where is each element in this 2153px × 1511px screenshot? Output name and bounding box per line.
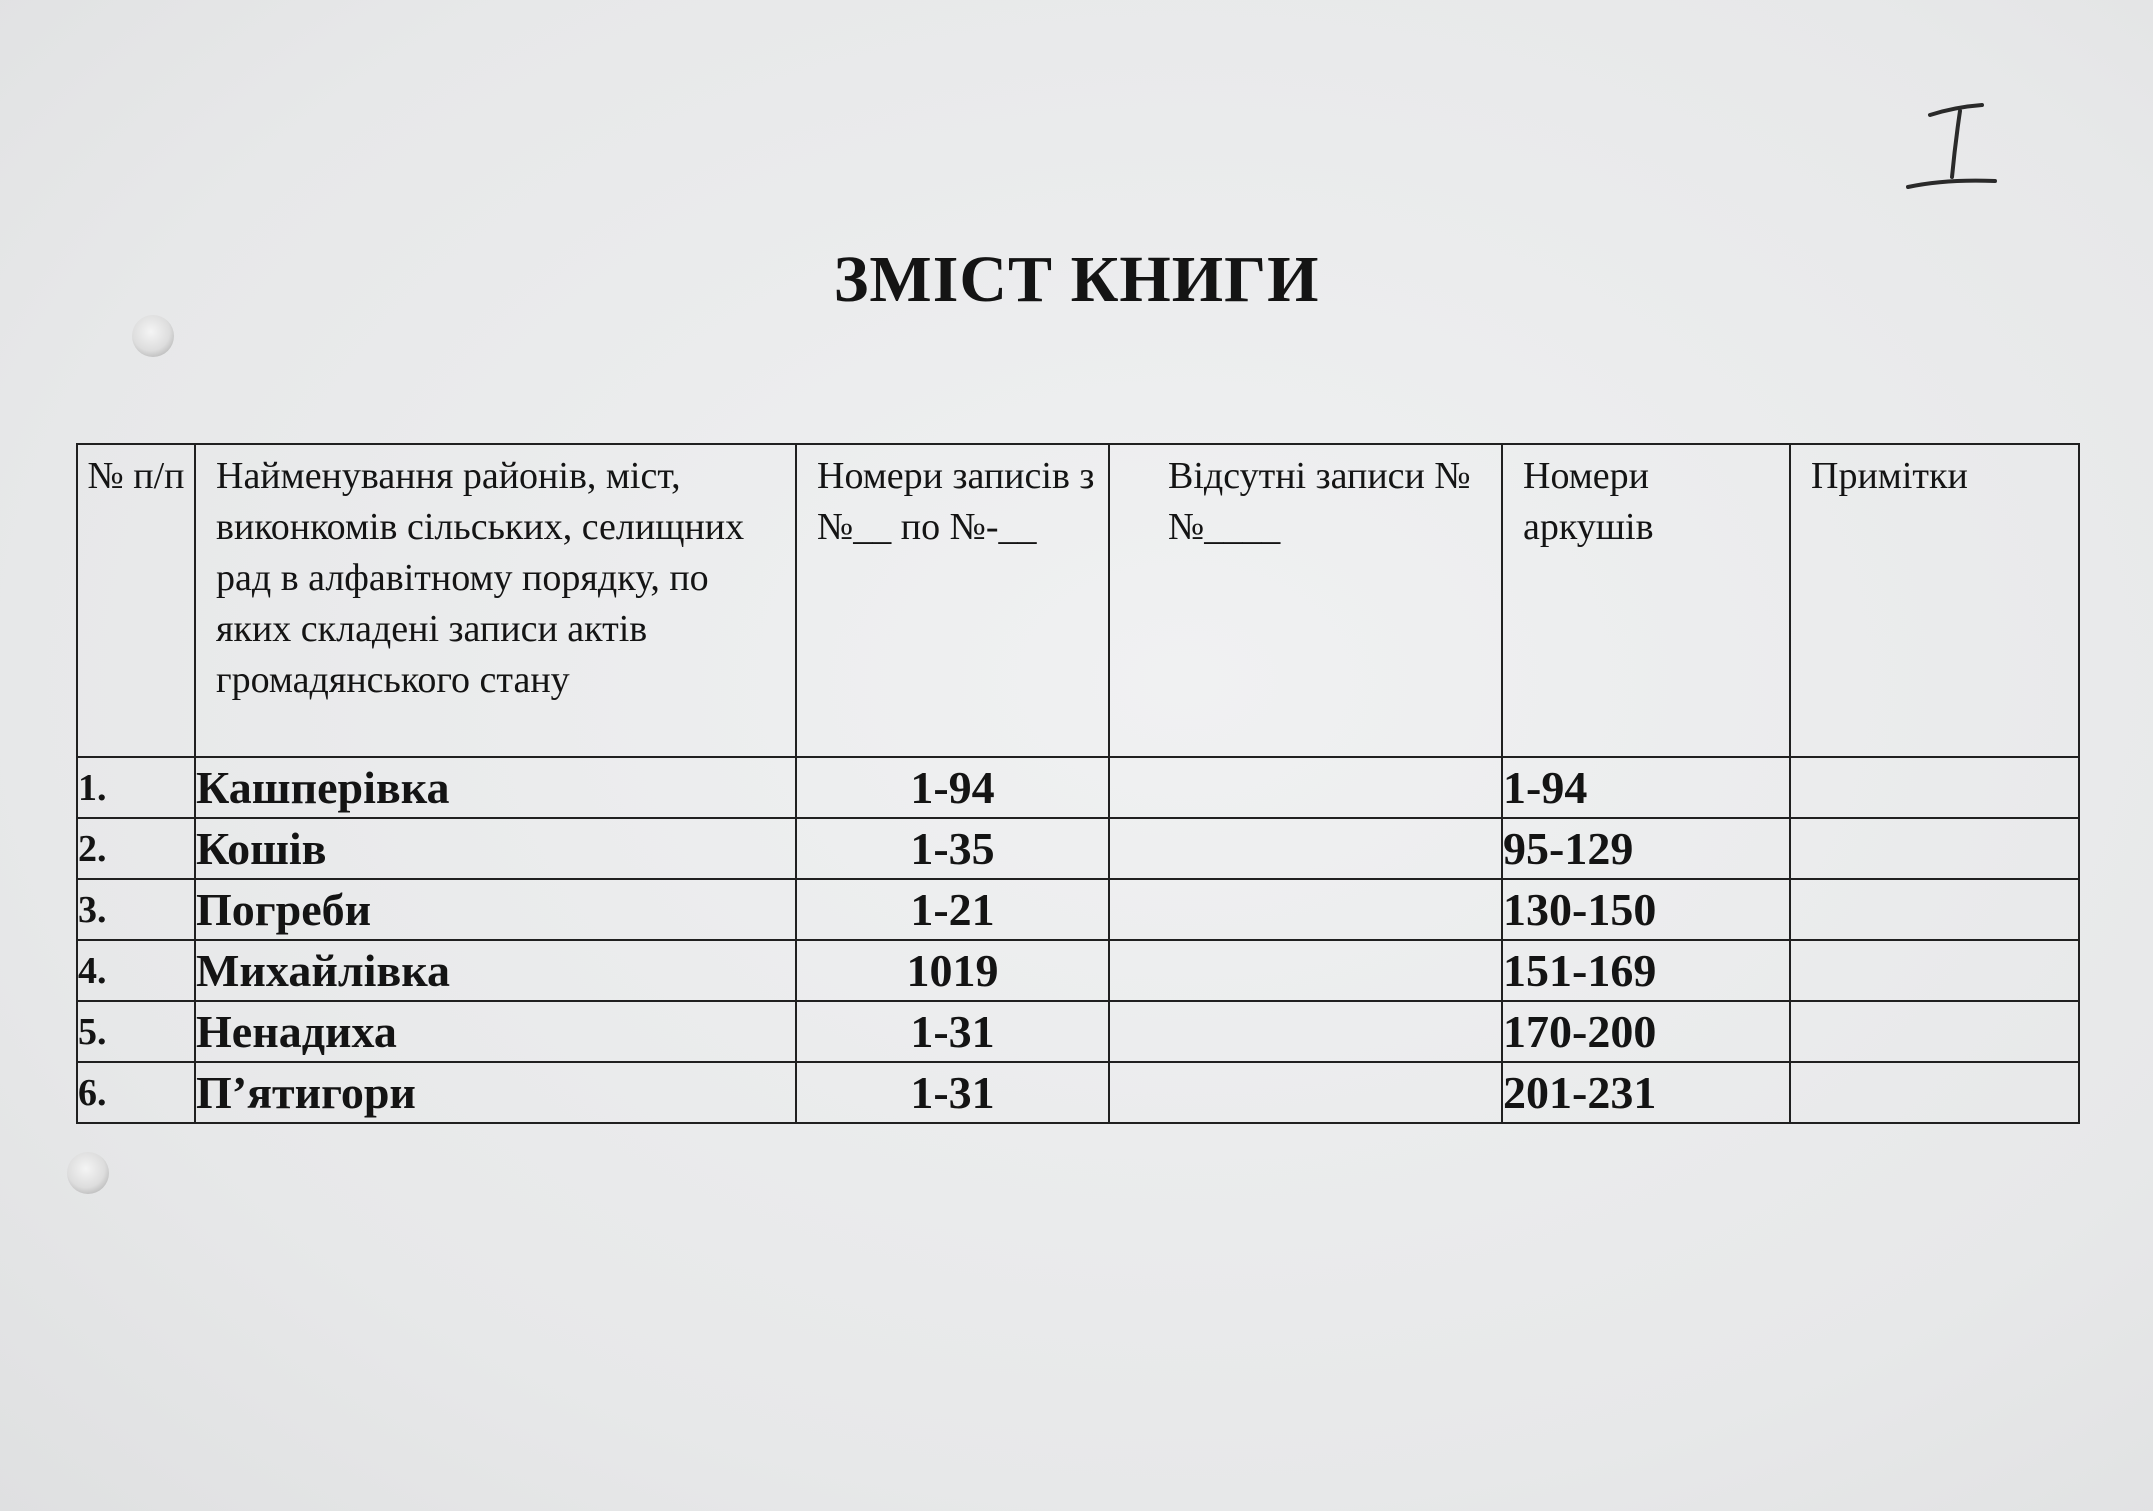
table-header-row	[77, 444, 2079, 757]
row-name: Кашперівка	[195, 757, 796, 818]
handwritten-sheet-mark	[1900, 95, 2020, 205]
row-records: 1-35	[796, 818, 1109, 879]
table-row	[77, 879, 2079, 940]
row-records: 1-21	[796, 879, 1109, 940]
row-missing	[1109, 757, 1502, 818]
table-row	[77, 818, 2079, 879]
row-missing	[1109, 818, 1502, 879]
table-row	[77, 1001, 2079, 1062]
row-number: 3.	[77, 879, 195, 940]
header-sheets: Номери аркушів	[1502, 444, 1790, 757]
punch-hole-bottom	[67, 1152, 109, 1194]
row-notes	[1790, 757, 2079, 818]
punch-hole-top	[132, 315, 174, 357]
row-sheets: 95-129	[1502, 818, 1790, 879]
row-name: Погреби	[195, 879, 796, 940]
row-notes	[1790, 879, 2079, 940]
row-records: 1-31	[796, 1062, 1109, 1123]
row-records: 1-94	[796, 757, 1109, 818]
row-missing	[1109, 879, 1502, 940]
row-notes	[1790, 940, 2079, 1001]
row-records: 1019	[796, 940, 1109, 1001]
row-notes	[1790, 818, 2079, 879]
row-name: Ненадиха	[195, 1001, 796, 1062]
row-missing	[1109, 1062, 1502, 1123]
header-notes: Примітки	[1790, 444, 2079, 757]
row-sheets: 170-200	[1502, 1001, 1790, 1062]
contents-table	[76, 443, 2080, 1124]
row-number: 2.	[77, 818, 195, 879]
row-notes	[1790, 1062, 2079, 1123]
header-missing: Відсутні записи №№____	[1109, 444, 1502, 757]
row-number: 1.	[77, 757, 195, 818]
row-name: Михайлівка	[195, 940, 796, 1001]
row-notes	[1790, 1001, 2079, 1062]
header-number: № п/п	[77, 444, 195, 757]
row-name: Кошів	[195, 818, 796, 879]
row-number: 4.	[77, 940, 195, 1001]
row-missing	[1109, 1001, 1502, 1062]
row-name: П’ятигори	[195, 1062, 796, 1123]
row-sheets: 151-169	[1502, 940, 1790, 1001]
table-row	[77, 757, 2079, 818]
header-records: Номери записів з №__ по №-__	[796, 444, 1109, 757]
row-number: 6.	[77, 1062, 195, 1123]
document-title: ЗМІСТ КНИГИ	[833, 243, 1320, 316]
row-sheets: 201-231	[1502, 1062, 1790, 1123]
row-sheets: 130-150	[1502, 879, 1790, 940]
row-sheets: 1-94	[1502, 757, 1790, 818]
row-missing	[1109, 940, 1502, 1001]
table-row	[77, 1062, 2079, 1123]
header-name: Найменування районів, міст, виконкомів сільських, селищних рад в алфавітному порядку, по яких складені записи актів громадянського стану	[195, 444, 796, 757]
row-records: 1-31	[796, 1001, 1109, 1062]
row-number: 5.	[77, 1001, 195, 1062]
table-row	[77, 940, 2079, 1001]
